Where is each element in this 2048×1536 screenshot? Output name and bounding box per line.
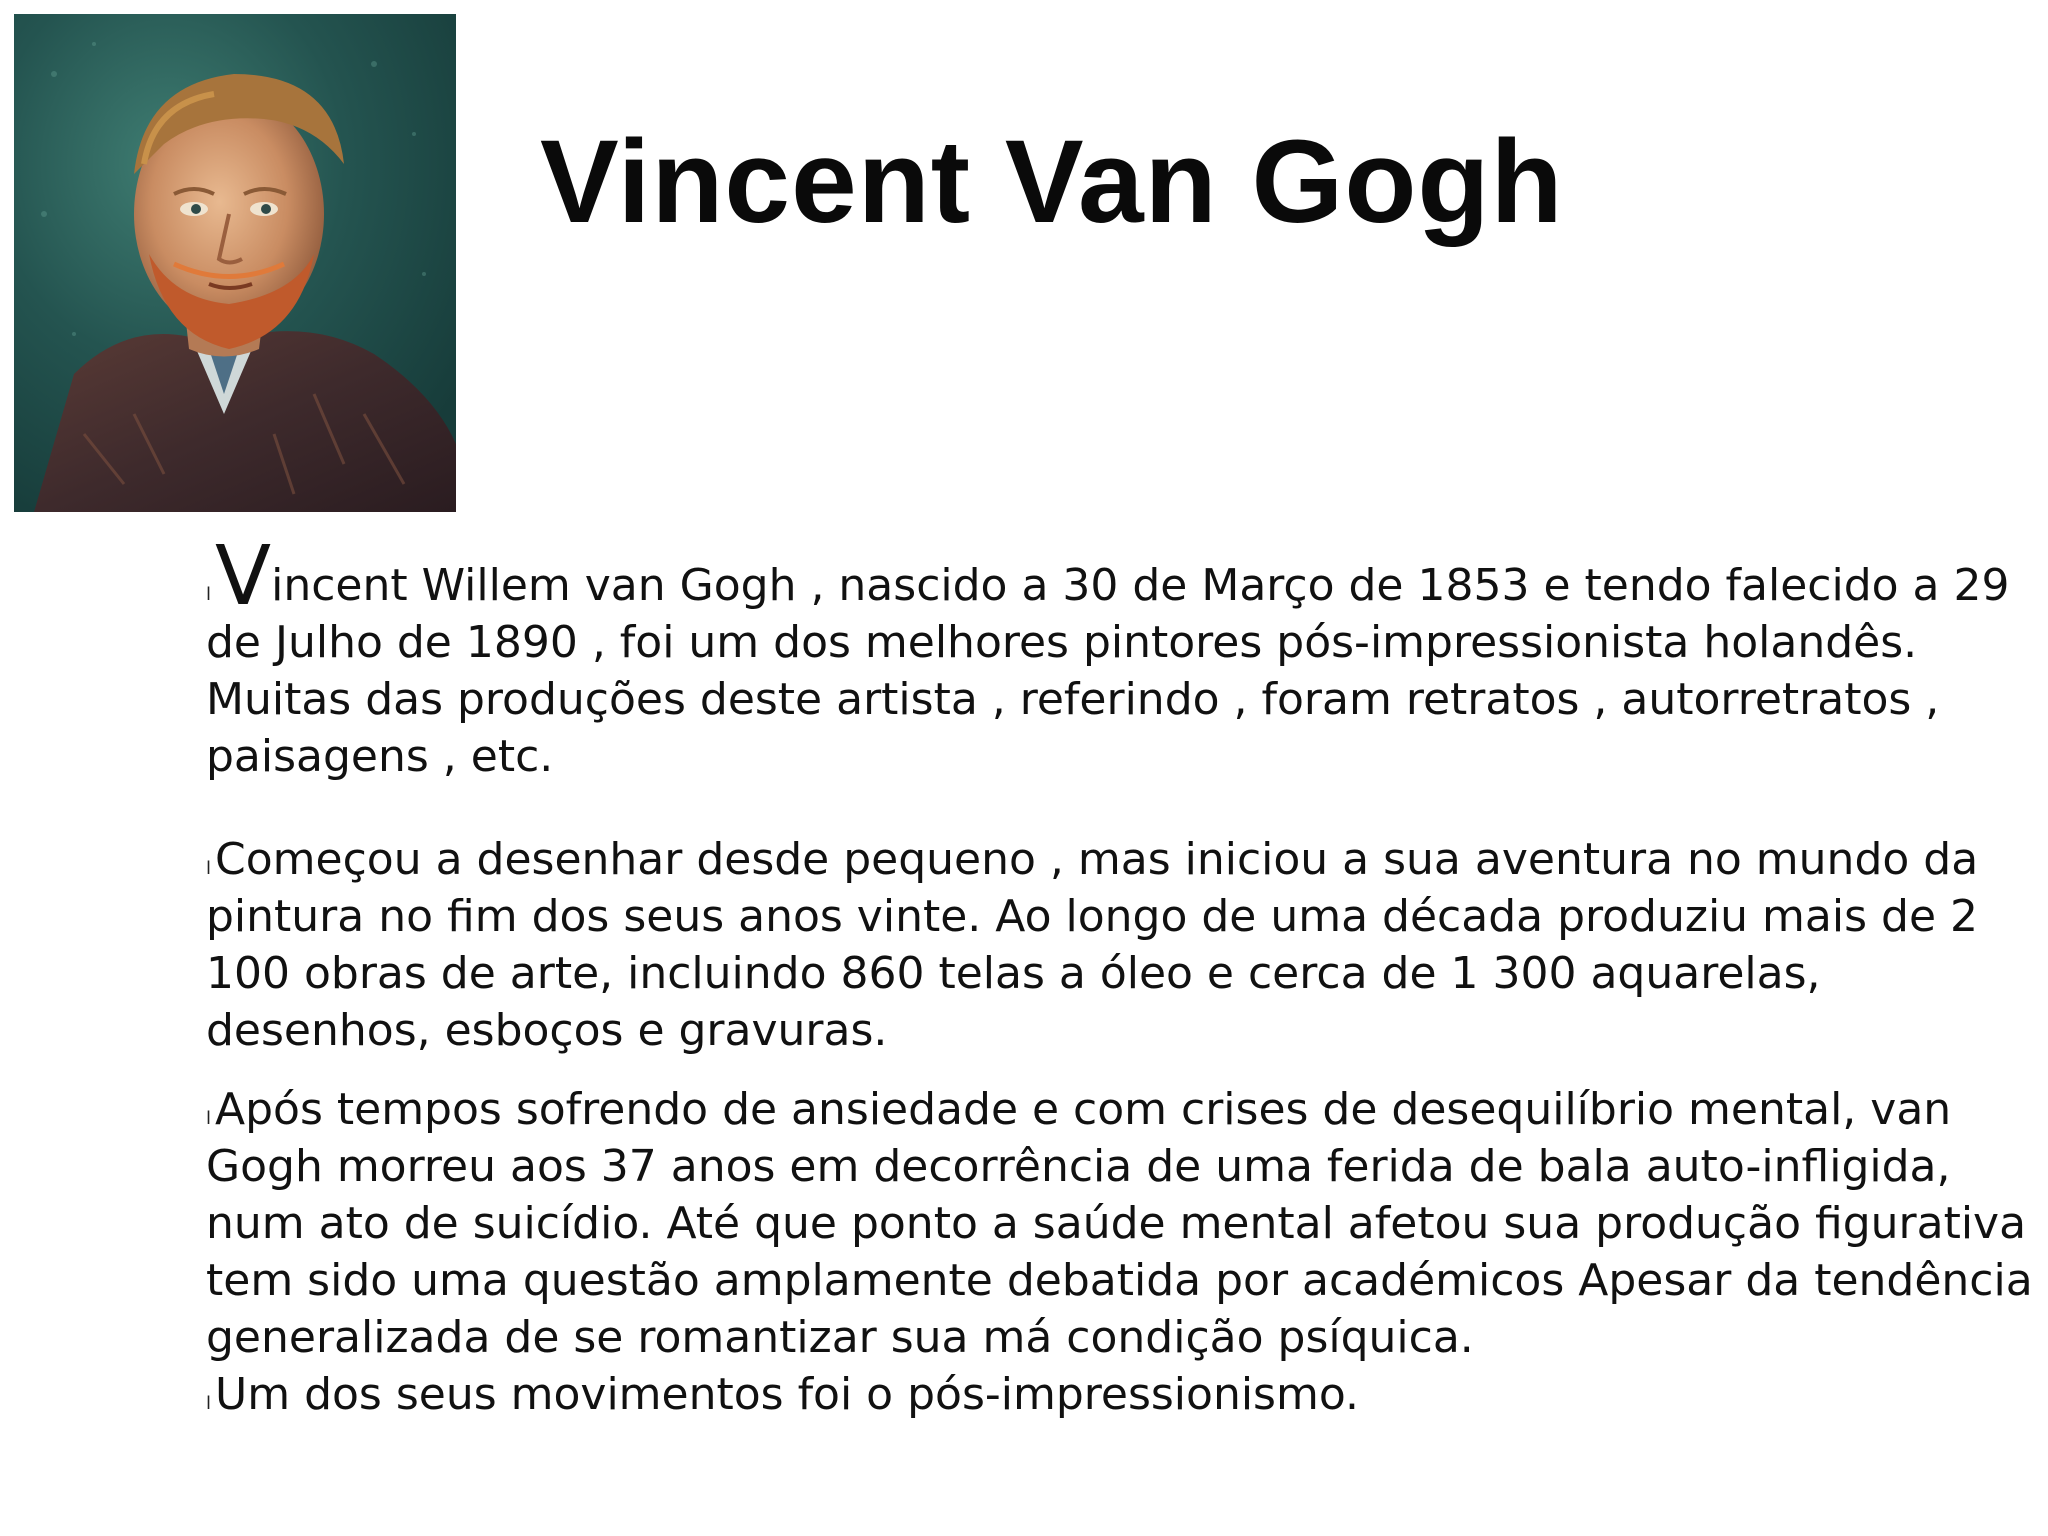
drop-cap: V — [215, 529, 272, 624]
paragraph-2 — [206, 831, 2036, 1059]
bullet-marker: l — [206, 584, 212, 605]
paragraph-4 — [206, 1366, 2036, 1423]
paragraph-1-text: incent Willem van Gogh , nascido a 30 de Março de 1853 e tendo falecido a 29 de Julho de 1890 , foi um dos melhores pintores pós-impressionista holandês. Muitas das produções deste artista , referindo , foram retratos , autorretratos , paisagens , etc. — [206, 560, 2010, 782]
portrait-image — [14, 14, 456, 512]
portrait-painting — [14, 14, 456, 512]
bullet-marker: l — [206, 1393, 212, 1414]
bullet-marker: l — [206, 1108, 212, 1129]
paragraph-4-text: Um dos seus movimentos foi o pós-impressionismo. — [215, 1369, 1359, 1420]
page-title: Vincent Van Gogh — [540, 116, 1564, 248]
paragraph-3-text: Após tempos sofrendo de ansiedade e com crises de desequilíbrio mental, van Gogh morreu aos 37 anos em decorrência de uma ferida de bala auto-infligida, num ato de suicídio. Até que ponto a saúde mental afetou sua produção figurativa tem sido uma questão amplamente debatida por académicos Apesar da tendência generalizada de se romantizar sua má condição psíquica. — [206, 1084, 2033, 1363]
paragraph-1 — [206, 529, 2036, 785]
bullet-marker: l — [206, 858, 212, 879]
body-text — [206, 529, 2036, 1423]
paragraph-3 — [206, 1081, 2036, 1366]
paragraph-2-text: Começou a desenhar desde pequeno , mas iniciou a sua aventura no mundo da pintura no fim dos seus anos vinte. Ao longo de uma década produziu mais de 2 100 obras de arte, incluindo 860 telas a óleo e cerca de 1 300 aquarelas, desenhos, esboços e gravuras. — [206, 834, 1979, 1056]
